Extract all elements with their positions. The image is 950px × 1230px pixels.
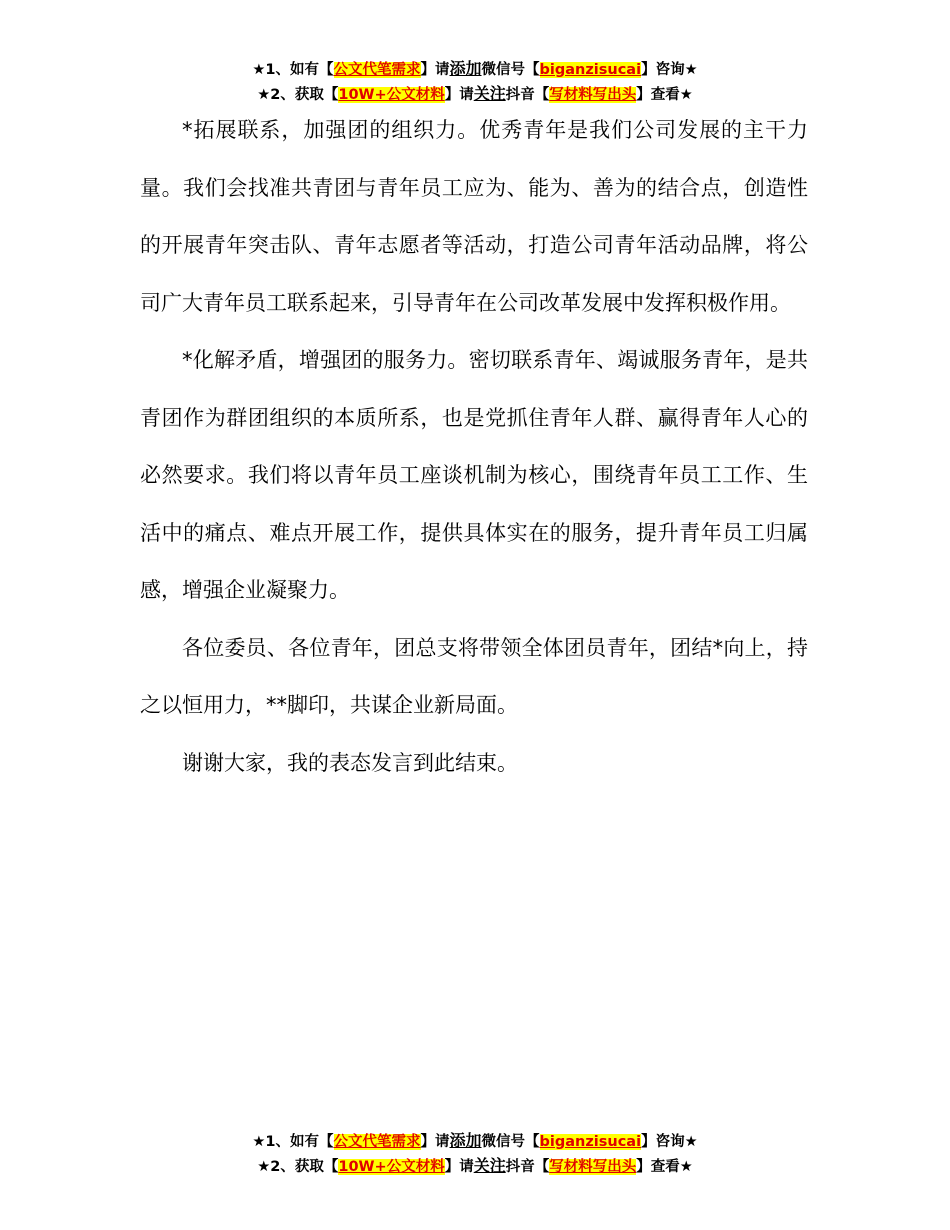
banner-text: 抖音【 — [505, 87, 550, 103]
underlined-action: 关注 — [473, 1156, 506, 1175]
banner-text: ★1、如有【 — [252, 62, 334, 78]
banner-line-2 — [0, 1154, 950, 1179]
highlight-wechat-id: biganzisucai — [539, 62, 642, 78]
paragraph-service: *化解矛盾，增强团的服务力。密切联系青年、竭诚服务青年，是共青团作为群团组织的本质所系，也是党抓住青年人群、赢得青年人心的必然要求。我们将以青年员工座谈机制为核心，围绕青年员工工作、生活中的痛点、难点开展工作，提供具体实在的服务，提升青年员工归属感，增强企业凝聚力。 — [140, 348, 808, 602]
banner-text: ★2、获取【 — [257, 87, 339, 103]
underlined-action: 关注 — [473, 84, 506, 103]
banner-text: 】咨询★ — [641, 1134, 698, 1150]
banner-text: 微信号【 — [481, 62, 540, 78]
banner-text: 】查看★ — [636, 87, 693, 103]
banner-text: 】查看★ — [636, 1159, 693, 1175]
banner-text: 】请 — [444, 1159, 474, 1175]
underlined-action: 添加 — [449, 1131, 482, 1150]
highlight-douyin-account: 写材料写出头 — [549, 87, 637, 103]
highlight-douyin-account: 写材料写出头 — [549, 1159, 637, 1175]
banner-text: 抖音【 — [505, 1159, 550, 1175]
banner-line-1 — [0, 1129, 950, 1154]
highlight-service: 公文代笔需求 — [333, 1134, 421, 1150]
banner-text: ★2、获取【 — [257, 1159, 339, 1175]
paragraph-commitment: 各位委员、各位青年，团总支将带领全体团员青年，团结*向上，持之以恒用力，**脚印，共谋企业新局面。 — [140, 635, 808, 717]
highlight-service: 公文代笔需求 — [333, 62, 421, 78]
paragraph-organization: *拓展联系，加强团的组织力。优秀青年是我们公司发展的主干力量。我们会找准共青团与青年员工应为、能为、善为的结合点，创造性的开展青年突击队、青年志愿者等活动，打造公司青年活动品牌，将公司广大青年员工联系起来，引导青年在公司改革发展中发挥积极作用。 — [140, 118, 808, 315]
highlight-materials: 10W+公文材料 — [338, 87, 445, 103]
header-banner — [0, 57, 950, 107]
highlight-wechat-id: biganzisucai — [539, 1134, 642, 1150]
banner-text: 】咨询★ — [641, 62, 698, 78]
banner-text: 】请 — [420, 62, 450, 78]
banner-text: 微信号【 — [481, 1134, 540, 1150]
banner-text: 】请 — [420, 1134, 450, 1150]
banner-text: ★1、如有【 — [252, 1134, 334, 1150]
footer-banner — [0, 1129, 950, 1179]
underlined-action: 添加 — [449, 59, 482, 78]
banner-line-1 — [0, 57, 950, 82]
banner-text: 】请 — [444, 87, 474, 103]
paragraph-closing: 谢谢大家，我的表态发言到此结束。 — [182, 750, 518, 775]
document-body — [140, 102, 808, 792]
highlight-materials: 10W+公文材料 — [338, 1159, 445, 1175]
